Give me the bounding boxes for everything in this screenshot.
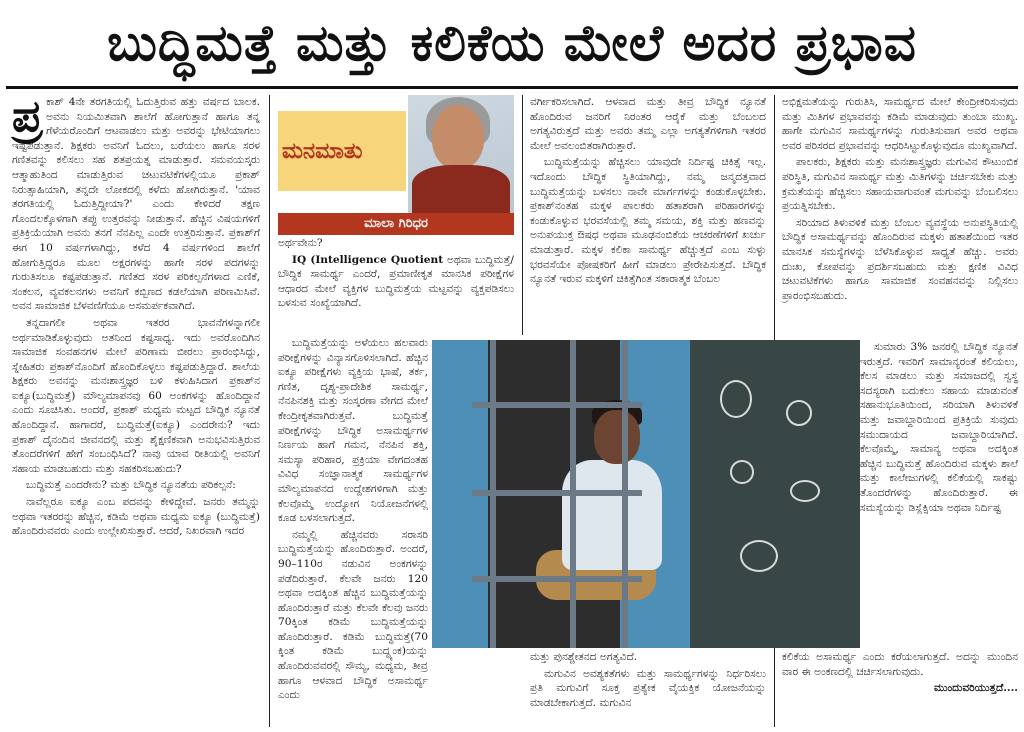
column-4-top: [782, 95, 1018, 340]
column-3-top: [530, 95, 766, 340]
classroom-photo: [432, 340, 860, 648]
paragraph: ಬುದ್ಧಿಮತ್ತೆಯನ್ನು ಹೆಚ್ಚಿಸಲು ಯಾವುದೇ ನಿರ್ದಿಷ್ಟ ಚಿಕಿತ್ಸೆ ಇಲ್ಲ. ಇದೊಂದು ಬೌದ್ಧಿಕ ಸ್ಥಿತಿಯಾಗಿದ್ದು, ನಮ್ಮ ಜನ್ಮದತ್ತವಾದ ಬುದ್ಧಿಮತ್ತೆಯನ್ನು ಬಳಸಲು ನಾವೇ ಮಾರ್ಗಗಳನ್ನು ಕಂಡುಕೊಳ್ಳಬೇಕು. ಪ್ರಕಾಶ್‌ನಂತಹ ಮಕ್ಕಳ ಪಾಲಕರು ಹತಾಶರಾಗಿ ಪರಿಹಾರಗಳನ್ನು ಕಂಡುಕೊಳ್ಳುವ ಭರವಸೆಯಲ್ಲಿ ತಮ್ಮ ಸಮಯ, ಶಕ್ತಿ ಮತ್ತು ಹಣವನ್ನು ಅನುಪಯುಕ್ತ ಔಷಧ ಅಥವಾ ಮೂಢನಂಬಿಕೆಯ ಆಚರಣೆಗಳಿಗೆ ಖರ್ಚು ಮಾಡುತ್ತಾರೆ. ಮಕ್ಕಳ ಕಲಿಕಾ ಸಾಮರ್ಥ್ಯ ಹೆಚ್ಚುತ್ತದೆ ಎಂಬ ಸುಳ್ಳು ಭರವಸೆಯೇ ಪೋಷಕರಿಗೆ ಹೀಗೆ ಮಾಡಲು ಪ್ರೇರೇಪಿಸುತ್ತದೆ. ಬೌದ್ಧಿಕ ನ್ಯೂನತೆ ಇರುವ ಮಕ್ಕಳಿಗೆ ಚಿಕಿತ್ಸೆಗಿಂತ ಸಕಾರಾತ್ಮಕ ಬೆಂಬಲ: [530, 156, 766, 286]
paragraph: ವರ್ಗೀಕರಿಸಲಾಗಿದೆ. ಆಳವಾದ ಮತ್ತು ತೀವ್ರ ಬೌದ್ಧಿಕ ನ್ಯೂನತೆ ಹೊಂದಿರುವ ಜನರಿಗೆ ನಿರಂತರ ಆರೈಕೆ ಮತ್ತು ಬೆಂಬಲದ ಅಗತ್ಯವಿರುತ್ತದೆ ಮತ್ತು ಅವರು ತಮ್ಮ ಎಲ್ಲಾ ಅಗತ್ಯತೆಗಳಿಗಾಗಿ ಇತರರ ಮೇಲೆ ಅವಲಂಬಿತರಾಗಿರುತ್ತಾರೆ.: [530, 96, 766, 152]
window-bar: [472, 490, 642, 496]
paragraph: ಮತ್ತು ಪುನಶ್ಚೇತನದ ಅಗತ್ಯವಿದೆ.: [530, 651, 638, 663]
paragraph: ನಮ್ಮಲ್ಲಿ ಹೆಚ್ಚಿನವರು ಸರಾಸರಿ ಬುದ್ಧಿಮತ್ತೆಯನ್ನು ಹೊಂದಿರುತ್ತಾರೆ. ಅಂದರೆ, 90–110ರ ನಡುವಿನ ಅಂಕಗಳನ್ನು ಪಡೆದಿರುತ್ತಾರೆ. ಕೆಲವೇ ಜನರು 120 ಅಥವಾ ಅದಕ್ಕಿಂತ ಹೆಚ್ಚಿನ ಬುದ್ಧಿಮತ್ತೆಯನ್ನು ಹೊಂದಿರುತ್ತಾರೆ ಮತ್ತು ಕೆಲವೇ ಕೆಲವು ಜನರು 70ಕ್ಕಿಂತ ಕಡಿಮೆ ಬುದ್ಧಿಮತ್ತೆಯನ್ನು ಹೊಂದಿರುತ್ತಾರೆ. ಕಡಿಮೆ ಬುದ್ಧಿಮತ್ತೆ(70 ಕ್ಕಿಂತ ಕಡಿಮೆ ಬುದ್ಧ್ಯಂಕ)ಯನ್ನು ಹೊಂದಿರುವವರಲ್ಲಿ ಸೌಮ್ಯ, ಮಧ್ಯಮ, ತೀವ್ರ ಹಾಗೂ ಆಳವಾದ ಬೌದ್ಧಿಕ ಅಸಾಮರ್ಥ್ಯ ಎಂದು: [278, 528, 428, 702]
continued-note: ಮುಂದುವರಿಯುತ್ತದೆ....: [934, 682, 1018, 695]
portrait-body: [412, 165, 510, 213]
photo-blackboard: [690, 340, 860, 648]
dropcap: ಪ್ರ: [12, 91, 43, 142]
author-box: [278, 95, 514, 235]
window-bar: [472, 576, 642, 582]
paragraph: ಮಗುವಿನ ಅವಶ್ಯಕತೆಗಳು ಮತ್ತು ಸಾಮರ್ಥ್ಯಗಳನ್ನು ನಿರ್ಧರಿಸಲು ಪ್ರತಿ ಮಗುವಿಗೆ ಸೂಕ್ತ ಪ್ರತ್ಯೇಕ ವೈಯಕ್ತಿಕ ಯೋಜನೆಯನ್ನು ಮಾಡಬೇಕಾಗುತ್ತದೆ. ಮಗುವಿನ: [530, 667, 766, 709]
author-name: ಮಾಲಾ ಗಿರಿಧರ: [278, 213, 514, 235]
paragraph: ಬುದ್ಧಿಮತ್ತೆ ಎಂದರೇನು? ಮತ್ತು ಬೌದ್ಧಿಕ ನ್ಯೂನತೆಯ ಪರಿಕಲ್ಪನೆ:: [26, 479, 236, 492]
column-divider: [269, 95, 270, 727]
paragraph: ಸುಮಾರು 3% ಜನರಲ್ಲಿ ಬೌದ್ಧಿಕ ನ್ಯೂನತೆ ಇರುತ್ತದೆ. ಇವರಿಗೆ ಸಾಮಾನ್ಯರಂತೆ ಕಲಿಯಲು, ಕೆಲಸ ಮಾಡಲು ಮತ್ತು ಸಮಾಜದಲ್ಲಿ ಸ್ವಸ್ಥ ಸದಸ್ಯರಾಗಿ ಬದುಕಲು ಸಹಾಯ ಮಾಡುವಂತೆ ಸಹಾನುಭೂತಿಯಿಂದ, ಸರಿಯಾಗಿ ತಿಳುವಳಿಕೆ ಮತ್ತು ಜವಾಬ್ದಾರಿಯಿಂದ ಪ್ರತಿಕ್ರಿಯೆ ಸುವುದು ಸಮುದಾಯದ ಜವಾಬ್ದಾರಿಯಾಗಿದೆ. ಕೆಲವೊಮ್ಮೆ, ಸಾಮಾನ್ಯ ಅಥವಾ ಅದಕ್ಕಿಂತ ಹೆಚ್ಚಿನ ಬುದ್ಧಿಮತ್ತೆ ಹೊಂದಿರುವ ಮಕ್ಕಳು ಶಾಲೆ ಮತ್ತು ಕಾಲೇಜುಗಳಲ್ಲಿ ಕಲಿಕೆಯಲ್ಲಿ ಸಾಕಷ್ಟು ತೊಂದರೆಗಳನ್ನು ಹೊಂದಿರುತ್ತಾರೆ. ಈ ಸಮಸ್ಯೆಯನ್ನು ಡಿಸ್ಲೆಕ್ಸಿಯಾ ಅಥವಾ ನಿರ್ದಿಷ್ಟ: [860, 341, 1018, 514]
column-2-top: [278, 236, 514, 336]
chalk-drawing: [790, 480, 820, 502]
paragraph: ಪ್ರ ಕಾಶ್ 4ನೇ ತರಗತಿಯಲ್ಲಿ ಓದುತ್ತಿರುವ ಹತ್ತು ವರ್ಷದ ಬಾಲಕ. ಅವನು ನಿಯಮಿತವಾಗಿ ಶಾಲೆಗೆ ಹೋಗುತ್ತಾನೆ ಹಾಗೂ ತನ್ನ ಗೆಳೆಯರೊಂದಿಗೆ ಆಟವಾಡಲು ಮತ್ತು ಅವರನ್ನು ಭೇಟಿಯಾಗಲು ಇಷ್ಟಪಡುತ್ತಾನೆ. ಶಿಕ್ಷಕರು ಅವನಿಗೆ ಓದಲು, ಬರೆಯಲು ಹಾಗೂ ಸರಳ ಗಣಿತವನ್ನು ಕಲಿಸಲು ಸಹ ಶತಪ್ರಯತ್ನ ಮಾಡುತ್ತಾರೆ. ಸಮವಯಸ್ಕರು ಆತ್ಮಾಹುತಿಂದ ಮಾಡುತ್ತಿರುವ ಚಟುವಟಿಕೆಗಳಲ್ಲಿಯೂ ಪ್ರಕಾಶ್ ನಿರುತ್ಸಾಹಿಯಾಗಿ, ತನ್ನದೇ ಲೋಕದಲ್ಲಿ ಕಳೆದು ಹೋಗಿರುತ್ತಾನೆ. 'ಯಾವ ತರಗತಿಯಲ್ಲಿ ಓದುತ್ತಿದ್ದೀಯಾ?' ಎಂದು ಕೇಳಿದರೆ ತಕ್ಷಣ ಗೊಂದಲಕ್ಕೊಳಗಾಗಿ ತಪ್ಪು ಉತ್ತರವನ್ನು ನೀಡುತ್ತಾನೆ. ಹೆಚ್ಚಿನ ವಿಷಯಗಳಿಗೆ ಪ್ರತಿಕ್ರಿಯೆಯಾಗಿ ಅವನು ತನಗೆ ನೆನಪಿಲ್ಲ ಎಂದೇ ಉತ್ತರಿಸುತ್ತಾನೆ. ಪ್ರಕಾಶ್‌ಗೆ ಈಗ 10 ವರ್ಷಗಳಾಗಿದ್ದು, ಕಳೆದ 4 ವರ್ಷಗಳಿಂದ ಶಾಲೆಗೆ ಹೋಗುತ್ತಿದ್ದರೂ ಮೂಲ ಅಕ್ಷರಗಳನ್ನು ಹಾಗೇ ಸರಳ ಪದಗಳನ್ನು ಗುರುತಿಸಲೂ ಕಷ್ಟಪಡುತ್ತಾನೆ. ಗಣಿತದ ಸರಳ ಪರಿಕಲ್ಪನೆಗಳಾದ ಎಣಿಕೆ, ಸಂಕಲನ, ವ್ಯವಕಲನಗಳು ಅವನಿಗೆ ಕಬ್ಬಿಣದ ಕಡಲೆಯಾಗಿ ಪರಿಣಮಿಸಿವೆ. ಅವನ ಸಾಮಾಜಿಕ ಬೆಳವಣಿಗೆಯೂ ಅಸಮರ್ಪಕವಾಗಿದೆ.: [12, 91, 260, 313]
author-portrait: [408, 95, 514, 213]
column-4-bottom: [782, 650, 1018, 730]
column-3-bottom: [530, 650, 766, 730]
window-bar: [472, 402, 642, 408]
photo-boy-head: [594, 410, 640, 464]
window-bar: [570, 340, 576, 648]
paragraph: ಅರ್ಥವೇನು?: [278, 237, 323, 249]
chalk-drawing: [720, 380, 752, 418]
chalk-drawing: [730, 460, 754, 484]
paragraph: IQ (Intelligence Quotient ಅಥವಾ ಬುದ್ಧಿಮತ್ತೆ/ಬೌದ್ಧಿಕ ಸಾಮರ್ಥ್ಯ ಎಂದರೆ, ಪ್ರಮಾಣೀಕೃತ ಮಾನಸಿಕ ಪರೀಕ್ಷೆಗಳ ಆಧಾರದ ಮೇಲೆ ವ್ಯಕ್ತಿಗಳ ಬುದ್ಧಿಮತ್ತೆಯ ಮಟ್ಟವನ್ನು ವ್ಯಕ್ತಪಡಿಸಲು ಬಳಸುವ ಸಂಖ್ಯೆಯಾಗಿದೆ.: [278, 253, 514, 310]
chalk-drawing: [786, 400, 812, 426]
chalk-drawing: [740, 540, 778, 572]
paragraph: ಅಭಿಕ್ಷಮತೆಯನ್ನು ಗುರುತಿಸಿ, ಸಾಮರ್ಥ್ಯದ ಮೇಲೆ ಕೇಂದ್ರೀಕರಿಸುವುದು ಮತ್ತು ಮಿತಿಗಳ ಪ್ರಭಾವವನ್ನು ಕಡಿಮೆ ಮಾಡುವುದು ತುಂಬಾ ಮುಖ್ಯ. ಹಾಗೇ ಮಗುವಿನ ಸಾಮರ್ಥ್ಯಗಳನ್ನು ಗುರುತಿಸುವಾಗ ಅವರ ಅಥವಾ ಅವರ ಪರಿಸರದ ಪ್ರಭಾವವನ್ನು ಆಧರಿಸಿಟ್ಟುಕೊಳ್ಳುವುದೂ ಮುಖ್ಯವಾಗಿದೆ.: [782, 96, 1018, 152]
paragraph: ಸರಿಯಾದ ತಿಳುವಳಿಕೆ ಮತ್ತು ಬೆಂಬಲ ವ್ಯವಸ್ಥೆಯ ಅನುಪಸ್ಥಿತಿಯಲ್ಲಿ ಬೌದ್ಧಿಕ ಅಸಾಮರ್ಥ್ಯವನ್ನು ಹೊಂದಿರುವ ಮಕ್ಕಳು ಹತಾಶೆಯಿಂದ ಇತರ ಮಾನಸಿಕ ಸಮಸ್ಯೆಗಳನ್ನು ಬೆಳೆಸಿಕೊಳ್ಳುವ ಸಾಧ್ಯತೆ ಹೆಚ್ಚು. ಅವರು ದುಃಖ, ಕೋಪವನ್ನು ಪ್ರದರ್ಶಿಸಬಹುದು ಮತ್ತು ಕ್ಷಣಿಕ ವಿವಿಧ ಚಟುವಟಿಕೆಗಳು ಹಾಗೂ ಸಾಮಾಜಿಕ ಸಂವಹನವನ್ನು ನಿಲ್ಲಿಸಲು ಪ್ರಾರಂಭಿಸಬಹುದು.: [782, 216, 1018, 302]
paragraph: ಪಾಲಕರು, ಶಿಕ್ಷಕರು ಮತ್ತು ಮನಃಶಾಸ್ತ್ರಜ್ಞರು ಮಗುವಿನ ಕೌಟುಂಬಿಕ ಪರಿಸ್ಥಿತಿ, ಮಗುವಿನ ಸಾಮರ್ಥ್ಯ ಮತ್ತು ಮಿತಿಗಳನ್ನು ಚರ್ಚಿಸಬೇಕು ಮತ್ತು ಕ್ರಮತೆಯನ್ನು ಹೆಚ್ಚಿಸಲು ಸಹಾಯವಾಗುವಂತೆ ಮಗುವನ್ನು ಬೆಂಬಲಿಸಲು ಪ್ರಯತ್ನಿಸಬೇಕು.: [782, 156, 1018, 213]
column-2-bottom: [278, 666, 514, 730]
portrait-face: [432, 105, 484, 169]
window-bar: [622, 340, 628, 648]
column-4-mid: [860, 340, 1018, 650]
headline-rule: [6, 86, 1018, 89]
photo-boy-shirt: [562, 460, 662, 570]
column-1: [12, 91, 260, 727]
window-bar: [490, 340, 496, 648]
column-2-mid: [278, 336, 428, 702]
paragraph: ಕಲಿಕೆಯ ಅಸಾಮರ್ಥ್ಯ ಎಂದು ಕರೆಯಲಾಗುತ್ತದೆ. ಅದನ್ನು ಮುಂದಿನ ವಾರ ಈ ಅಂಕಣದಲ್ಲಿ ಚರ್ಚಿಸಲಾಗುವುದು.: [782, 651, 1018, 678]
paragraph: ಬುದ್ಧಿಮತ್ತೆಯನ್ನು ಅಳೆಯಲು ಹಲವಾರು ಪರೀಕ್ಷೆಗಳನ್ನು ವಿನ್ಯಾಸಗೊಳಿಸಲಾಗಿದೆ. ಹೆಚ್ಚಿನ ಐಕ್ಯೂ ಪರೀಕ್ಷೆಗಳು ವ್ಯಕ್ತಿಯ ಭಾಷೆ, ತರ್ಕ, ಗಣಿತ, ದೃಶ್ಯ-ಪ್ರಾದೇಶಿಕ ಸಾಮರ್ಥ್ಯ, ನೆನಪಿನಶಕ್ತಿ ಮತ್ತು ಸಂಸ್ಕರಣಾ ವೇಗದ ಮೇಲೆ ಕೇಂದ್ರೀಕೃತವಾಗಿರುತ್ತವೆ. ಬುದ್ಧಿಮತ್ತೆ ಪರೀಕ್ಷೆಗಳನ್ನು ಬೌದ್ಧಿಕ ಅಸಾಮರ್ಥ್ಯಗಳ ನಿರ್ಣಯ ಹಾಗೆ ಗಮನ, ನೆನಪಿನ ಶಕ್ತಿ, ಸಮಸ್ಯಾ ಪರಿಹಾರ, ಪ್ರಕ್ರಿಯಾ ವೇಗದಂತಹ ವಿವಿಧ ಸಂಜ್ಞಾನಾತ್ಮಕ ಸಾಮರ್ಥ್ಯಗಳ ಮೌಲ್ಯಮಾಪನದ ಉದ್ದೇಶಗಳಿಗಾಗಿ ಮತ್ತು ಕೆಲವೊಮ್ಮೆ ಉದ್ಯೋಗ ನಿಯೋಜನೆಗಳಲ್ಲಿ ಕೂಡ ಬಳಸಲಾಗುತ್ತದೆ.: [278, 337, 428, 525]
column-divider: [522, 95, 523, 335]
paragraph: ತನ್ನದಾಗಲೀ ಅಥವಾ ಇತರರ ಭಾವನೆಗಳನ್ನಾಗಲೀ ಅರ್ಥಮಾಡಿಕೊಳ್ಳುವುದು ಅತನಿಂದ ಕಷ್ಟಸಾಧ್ಯ. ಇದು ಅವರೊಂದಿಗಿನ ಸಾಮಾಜಿಕ ಸಂವಹನಗಳ ಮೇಲೆ ಪರಿಣಾಮ ಬೀರಲು ಪ್ರಾರಂಭಿಸಿದ್ದು, ಸ್ನೇಹಿತರು ಪ್ರಕಾಶ್‌ನೊಂದಿಗೆ ಹೊಂದಿಕೊಳ್ಳಲು ಕಷ್ಟಪಡುತ್ತಿದ್ದಾರೆ. ಶಾಲೆಯ ಶಿಕ್ಷಕರು ಅವನನ್ನು ಮನಃಶಾಸ್ತ್ರಜ್ಞರ ಬಳಿ ಕಳುಹಿಸಿದಾಗ ಪ್ರಕಾಶ್‌ನ ಐಕ್ಯೂ(ಬುದ್ಧಿಮತ್ತೆ) ಮೌಲ್ಯಮಾಪನವು 60 ಅಂಕಗಳನ್ನು ಹೊಂದಿದ್ದಾನೆ ಎಂದು ಸೂಚಿಸಿತು. ಅಂದರೆ, ಪ್ರಕಾಶ್ ಮಧ್ಯಮ ಮಟ್ಟದ ಬೌದ್ಧಿಕ ನ್ಯೂನತೆ ಹೊಂದಿದ್ದಾನೆ. ಹಾಗಾದರೆ, ಬುದ್ಧಿಮತ್ತೆ(ಐಕ್ಯೂ) ಎಂದರೇನು? ಇದು ಪ್ರಕಾಶ್ ದೈನಂದಿನ ಜೀವನದಲ್ಲಿ ಮತ್ತು ಶೈಕ್ಷಣಿಕವಾಗಿ ಅನುಭವಿಸುತ್ತಿರುವ ತೊಂದರೆಗಳಿಗೆ ಹೇಗೆ ಸಂಬಂಧಿಸಿದೆ? ನಾವು ಯಾವ ರೀತಿಯಲ್ಲಿ ಅವನಿಗೆ ಸಹಾಯ ಮಾಡಬಹುದು ಮತ್ತು ಸಹಕರಿಸಬಹುದು?: [12, 316, 260, 475]
column-tag: ಮನಮಾತು: [282, 139, 363, 164]
paragraph: ನಾವೆಲ್ಲರೂ ಐಕ್ಯೂ ಎಂಬ ಪದವನ್ನು ಕೇಳಿದ್ದೇವೆ. ಜನರು ತಮ್ಮನ್ನು ಅಥವಾ ಇತರರನ್ನು ಹೆಚ್ಚಿನ, ಕಡಿಮೆ ಅಥವಾ ಮಧ್ಯಮ ಐಕ್ಯೂ (ಬುದ್ಧಿಮತ್ತೆ) ಹೊಂದಿರುವವರು ಎಂದು ಉಲ್ಲೇಖಿಸುತ್ತಾರೆ. ಆದರೆ, ನಿಖರವಾಗಿ ಇದರ: [12, 496, 260, 538]
headline: ಬುದ್ಧಿಮತ್ತೆ ಮತ್ತು ಕಲಿಕೆಯ ಮೇಲೆ ಅದರ ಪ್ರಭಾವ: [107, 14, 917, 72]
